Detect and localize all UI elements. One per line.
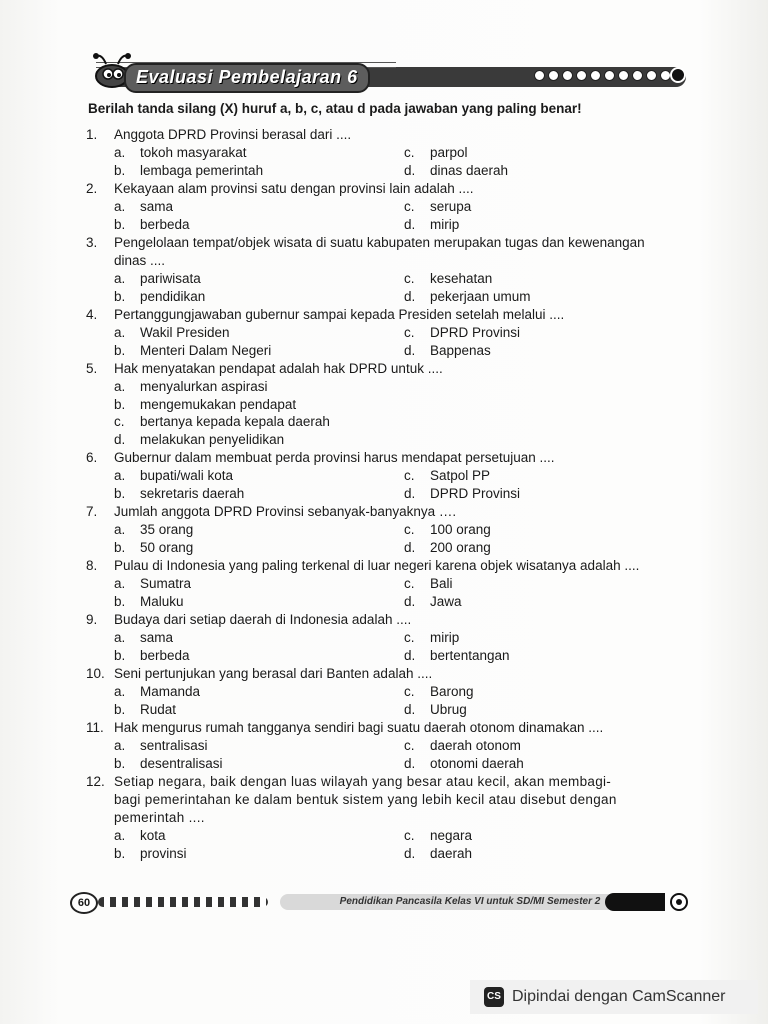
answer-option [404, 144, 694, 162]
question-line [78, 557, 698, 575]
question-text: Hak menyatakan pendapat adalah hak DPRD untuk .... [114, 361, 443, 376]
answer-option [114, 216, 404, 234]
answer-options [114, 378, 698, 448]
option-letter: c. [404, 468, 415, 483]
option-text: mirip [430, 630, 460, 645]
option-text: tokoh masyarakat [140, 145, 247, 160]
option-letter: c. [404, 576, 415, 591]
option-text: Menteri Dalam Negeri [140, 342, 272, 358]
option-letter: d. [404, 342, 416, 358]
answer-option [404, 575, 694, 593]
option-letter: b. [114, 539, 126, 555]
question-text: Anggota DPRD Provinsi berasal dari .... [114, 127, 352, 142]
answer-option [114, 467, 404, 485]
option-text: Bali [430, 576, 453, 591]
option-letter: c. [404, 684, 415, 699]
option-letter: a. [114, 738, 126, 753]
option-letter: d. [404, 485, 416, 501]
answer-option [114, 431, 694, 449]
question-text: Seni pertunjukan yang berasal dari Banten adalah .... [114, 666, 433, 681]
answer-options [114, 737, 698, 772]
question-item [78, 360, 698, 448]
option-text: bupati/wali kota [140, 468, 234, 483]
option-letter: c. [404, 828, 415, 843]
answer-option [114, 701, 404, 719]
option-letter: c. [404, 325, 415, 340]
answer-option [114, 144, 404, 162]
answer-option [404, 827, 694, 845]
answer-option [404, 737, 694, 755]
answer-option [404, 683, 694, 701]
answer-option [114, 593, 404, 611]
question-item [78, 306, 698, 359]
answer-option [404, 539, 694, 557]
question-number: 11. [86, 720, 104, 735]
option-text: sekretaris daerah [140, 485, 245, 501]
question-item [78, 665, 698, 718]
option-letter: d. [404, 288, 416, 304]
option-text: 50 orang [140, 539, 194, 555]
question-text: dinas .... [114, 253, 166, 268]
option-text: pekerjaan umum [430, 288, 531, 304]
option-text: 200 orang [430, 539, 491, 555]
camscanner-logo-icon: CS [484, 987, 504, 1007]
question-number: 4. [86, 307, 98, 322]
question-line [78, 234, 698, 252]
option-text: Jawa [430, 593, 462, 609]
question-line [78, 773, 698, 791]
option-letter: a. [114, 379, 126, 394]
question-number: 8. [86, 558, 98, 573]
option-letter: d. [404, 755, 416, 771]
question-number: 6. [86, 450, 98, 465]
question-item [78, 126, 698, 179]
question-line [78, 360, 698, 378]
option-letter: a. [114, 199, 126, 214]
option-letter: d. [404, 593, 416, 609]
footer-dots [98, 897, 268, 907]
option-letter: c. [404, 630, 415, 645]
question-line [78, 809, 698, 827]
option-letter: a. [114, 145, 126, 160]
option-letter: b. [114, 845, 126, 861]
question-line [78, 503, 698, 521]
answer-options [114, 683, 698, 718]
option-letter: c. [114, 414, 125, 429]
answer-options [114, 144, 698, 179]
option-text: desentralisasi [140, 755, 223, 771]
answer-option [114, 755, 404, 773]
answer-option [404, 647, 694, 665]
question-list [78, 126, 698, 863]
banner-star-icon [670, 67, 686, 83]
option-text: Satpol PP [430, 468, 491, 483]
question-item [78, 180, 698, 233]
question-text: Jumlah anggota DPRD Provinsi sebanyak-banyaknya …. [114, 504, 457, 519]
option-text: DPRD Provinsi [430, 325, 521, 340]
question-number: 3. [86, 235, 98, 250]
option-letter: d. [404, 216, 416, 232]
option-text: daerah otonom [430, 738, 521, 753]
option-letter: b. [114, 647, 126, 663]
option-text: Barong [430, 684, 474, 699]
answer-option [114, 521, 404, 539]
answer-options [114, 324, 698, 359]
answer-option [404, 162, 694, 180]
option-text: otonomi daerah [430, 755, 524, 771]
option-text: menyalurkan aspirasi [140, 379, 268, 394]
answer-option [114, 413, 694, 431]
answer-option [404, 216, 694, 234]
answer-options [114, 270, 698, 305]
question-text: Setiap negara, baik dengan luas wilayah yang besar atau kecil, akan membagi- [114, 774, 612, 789]
answer-option [404, 521, 694, 539]
question-item [78, 611, 698, 664]
question-number: 5. [86, 361, 98, 376]
section-banner [66, 62, 686, 92]
answer-option [114, 683, 404, 701]
option-text: Maluku [140, 593, 184, 609]
option-letter: b. [114, 755, 126, 771]
question-item [78, 557, 698, 610]
question-line [78, 180, 698, 198]
option-text: kota [140, 828, 166, 843]
option-text: berbeda [140, 647, 190, 663]
option-text: negara [430, 828, 473, 843]
footer-end-cap [605, 893, 665, 911]
answer-option [114, 288, 404, 306]
option-text: 35 orang [140, 522, 194, 537]
question-text: Gubernur dalam membuat perda provinsi harus mendapat persetujuan .... [114, 450, 555, 465]
answer-option [114, 845, 404, 863]
question-item [78, 449, 698, 502]
answer-options [114, 198, 698, 233]
answer-option [114, 324, 404, 342]
answer-option [114, 827, 404, 845]
banner-dots [534, 70, 671, 81]
option-text: parpol [430, 145, 468, 160]
answer-option [114, 629, 404, 647]
option-letter: d. [404, 162, 416, 178]
option-text: lembaga pemerintah [140, 162, 264, 178]
option-letter: b. [114, 593, 126, 609]
option-letter: b. [114, 162, 126, 178]
option-letter: b. [114, 485, 126, 501]
option-text: pendidikan [140, 288, 206, 304]
option-text: mengemukakan pendapat [140, 396, 297, 412]
answer-option [404, 485, 694, 503]
question-text: Hak mengurus rumah tangganya sendiri bagi suatu daerah otonom dinamakan .... [114, 720, 604, 735]
answer-option [114, 647, 404, 665]
option-letter: c. [404, 145, 415, 160]
answer-option [114, 575, 404, 593]
answer-option [404, 845, 694, 863]
option-text: Sumatra [140, 576, 192, 591]
option-letter: d. [404, 647, 416, 663]
question-line [78, 719, 698, 737]
answer-option [114, 737, 404, 755]
camscanner-text: Dipindai dengan CamScanner [512, 988, 726, 1005]
answer-option [404, 701, 694, 719]
option-text: dinas daerah [430, 162, 509, 178]
answer-option [404, 288, 694, 306]
option-letter: a. [114, 271, 126, 286]
option-letter: a. [114, 684, 126, 699]
question-line [78, 252, 698, 270]
option-text: Mamanda [140, 684, 201, 699]
option-text: Bappenas [430, 342, 491, 358]
section-title: Evaluasi Pembelajaran 6 [124, 63, 370, 93]
answer-option [114, 162, 404, 180]
option-letter: a. [114, 828, 126, 843]
option-text: sama [140, 630, 174, 645]
footer-book-title: Pendidikan Pancasila Kelas VI untuk SD/MI Semester 2 [280, 894, 660, 910]
answer-options [114, 575, 698, 610]
option-text: mirip [430, 216, 460, 232]
option-letter: a. [114, 630, 126, 645]
question-text: bagi pemerintahan ke dalam bentuk sistem yang lebih kecil atau disebut dengan [114, 792, 617, 807]
answer-options [114, 521, 698, 556]
question-text: Budaya dari setiap daerah di Indonesia adalah .... [114, 612, 412, 627]
answer-option [114, 342, 404, 360]
answer-option [404, 342, 694, 360]
question-item [78, 503, 698, 556]
option-letter: d. [404, 701, 416, 717]
option-text: pariwisata [140, 271, 201, 286]
answer-options [114, 629, 698, 664]
option-text: provinsi [140, 845, 187, 861]
option-text: Rudat [140, 701, 177, 717]
option-letter: b. [114, 396, 126, 412]
option-text: bertanya kepada kepala daerah [140, 414, 330, 429]
option-letter: d. [404, 845, 416, 861]
footer-target-icon [670, 893, 688, 911]
option-text: Wakil Presiden [140, 325, 230, 340]
question-number: 7. [86, 504, 98, 519]
option-letter: b. [114, 288, 126, 304]
question-text: Pengelolaan tempat/objek wisata di suatu kabupaten merupakan tugas dan kewenangan [114, 235, 645, 250]
answer-option [404, 755, 694, 773]
answer-option [404, 324, 694, 342]
question-item [78, 234, 698, 305]
question-number [78, 791, 114, 809]
question-text: pemerintah .... [114, 810, 205, 825]
option-letter: d. [114, 431, 126, 447]
question-number [78, 809, 114, 827]
option-text: serupa [430, 199, 472, 214]
question-line [78, 611, 698, 629]
answer-option [114, 270, 404, 288]
page-footer [70, 892, 690, 912]
option-letter: a. [114, 325, 126, 340]
answer-option [114, 539, 404, 557]
page-number: 60 [70, 892, 98, 914]
answer-option [404, 198, 694, 216]
option-letter: b. [114, 216, 126, 232]
option-letter: c. [404, 738, 415, 753]
option-text: sentralisasi [140, 738, 208, 753]
question-line [78, 449, 698, 467]
option-letter: c. [404, 199, 415, 214]
option-letter: d. [404, 539, 416, 555]
answer-option [114, 378, 694, 396]
option-letter: b. [114, 701, 126, 717]
question-line [78, 791, 698, 809]
option-text: bertentangan [430, 647, 510, 663]
question-number: 9. [86, 612, 98, 627]
question-line [78, 665, 698, 683]
option-text: Ubrug [430, 701, 467, 717]
question-line [78, 126, 698, 144]
option-text: berbeda [140, 216, 190, 232]
question-number: 2. [86, 181, 98, 196]
option-text: 100 orang [430, 522, 491, 537]
question-text: Pulau di Indonesia yang paling terkenal di luar negeri karena objek wisatanya adalah .... [114, 558, 640, 573]
camscanner-watermark [470, 980, 758, 1014]
question-text: Kekayaan alam provinsi satu dengan provinsi lain adalah .... [114, 181, 474, 196]
answer-option [114, 485, 404, 503]
option-letter: c. [404, 271, 415, 286]
option-letter: a. [114, 468, 126, 483]
option-letter: c. [404, 522, 415, 537]
question-number [78, 252, 114, 270]
answer-option [404, 629, 694, 647]
option-letter: b. [114, 342, 126, 358]
option-text: sama [140, 199, 174, 214]
instruction-text: Berilah tanda silang (X) huruf a, b, c, atau d pada jawaban yang paling benar! [88, 101, 582, 116]
answer-option [404, 270, 694, 288]
answer-option [114, 396, 694, 414]
question-number: 10. [86, 666, 105, 681]
question-text: Pertanggungjawaban gubernur sampai kepada Presiden setelah melalui .... [114, 307, 565, 322]
question-item [78, 719, 698, 772]
question-line [78, 306, 698, 324]
option-text: daerah [430, 845, 473, 861]
option-letter: a. [114, 522, 126, 537]
question-number: 1. [86, 127, 98, 142]
answer-option [404, 467, 694, 485]
option-text: DPRD Provinsi [430, 485, 521, 501]
answer-options [114, 467, 698, 502]
answer-option [114, 198, 404, 216]
option-text: kesehatan [430, 271, 493, 286]
question-number: 12. [86, 774, 105, 789]
question-item [78, 773, 698, 862]
option-text: melakukan penyelidikan [140, 431, 285, 447]
answer-options [114, 827, 698, 862]
answer-option [404, 593, 694, 611]
option-letter: a. [114, 576, 126, 591]
